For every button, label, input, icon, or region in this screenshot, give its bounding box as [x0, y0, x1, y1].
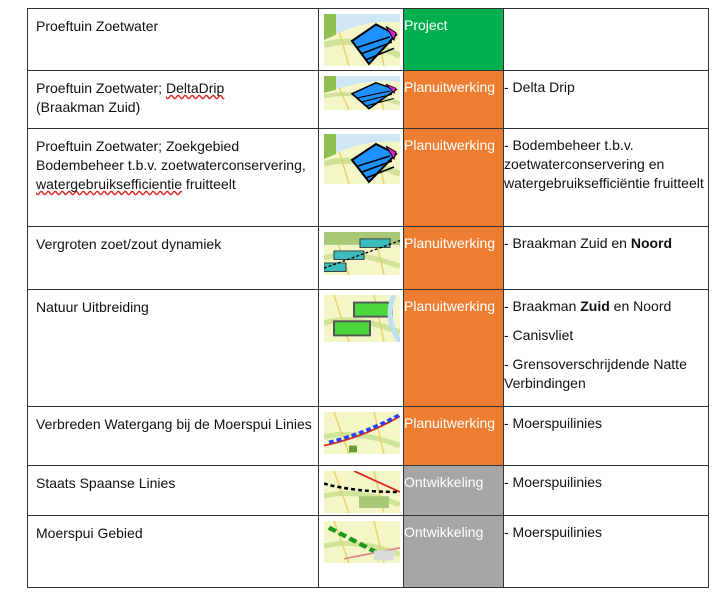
- map-thumbnail: [319, 516, 404, 588]
- note-text: - Braakman: [504, 298, 581, 314]
- project-name-cell: [28, 466, 319, 516]
- note-line: [504, 414, 708, 433]
- project-name-part: Proeftuin Zoetwater; Zoekgebied Bodembeheer t.b.v. zoetwaterconservering,: [36, 138, 306, 173]
- note-text: - Bodembeheer t.b.v. zoetwaterconservering en watergebruiksefficiëntie fruitteelt: [504, 137, 704, 191]
- note-line: [504, 78, 708, 97]
- status-cell: [404, 407, 504, 466]
- notes-cell: [504, 407, 709, 466]
- status-cell: [404, 9, 504, 71]
- note-text: - Moerspuilinies: [504, 474, 603, 490]
- project-name-part: DeltaDrip: [165, 80, 225, 96]
- project-name-cell: [28, 290, 319, 407]
- map-thumbnail: [319, 9, 404, 71]
- project-name: Proeftuin Zoetwater: [36, 18, 159, 34]
- table-row: [28, 466, 709, 516]
- note-line: [504, 473, 708, 492]
- polder-map-blue-plots-icon: [319, 134, 403, 184]
- map-black-dashed-line-icon: [319, 471, 403, 513]
- map-thumbnail: [319, 407, 404, 466]
- notes-cell: [504, 466, 709, 516]
- status-cell: [404, 466, 504, 516]
- note-text: - Moerspuilinies: [504, 415, 603, 431]
- map-thumbnail: [319, 129, 404, 227]
- status-cell: [404, 227, 504, 290]
- status-label: Ontwikkeling: [404, 524, 484, 540]
- map-teal-areas-icon: [319, 232, 403, 275]
- project-name: Vergroten zoet/zout dynamiek: [36, 236, 222, 252]
- notes-cell: [504, 227, 709, 290]
- note-text: Zuid: [580, 298, 610, 314]
- note-line: [504, 326, 708, 345]
- status-label: Project: [404, 17, 448, 33]
- project-name-cell: [28, 407, 319, 466]
- map-thumbnail: [319, 290, 404, 407]
- project-name-part: Proeftuin Zoetwater;: [36, 80, 166, 96]
- note-line: [504, 523, 708, 542]
- status-label: Ontwikkeling: [404, 474, 484, 490]
- map-green-areas-icon: [319, 295, 403, 342]
- status-cell: [404, 290, 504, 407]
- status-label: Planuitwerking: [404, 298, 496, 314]
- project-name-cell: [28, 227, 319, 290]
- note-line: [504, 136, 708, 193]
- table-row: [28, 516, 709, 588]
- notes-cell: [504, 129, 709, 227]
- project-name-cell: [28, 129, 319, 227]
- table-row: [28, 407, 709, 466]
- project-name-part: fruitteelt: [182, 176, 236, 192]
- status-cell: [404, 71, 504, 129]
- note-text: - Grensoverschrijdende Natte Verbindingen: [504, 356, 687, 391]
- status-label: Planuitwerking: [404, 415, 496, 431]
- status-label: Planuitwerking: [404, 137, 496, 153]
- map-thumbnail: [319, 71, 404, 129]
- table-row: [28, 227, 709, 290]
- polder-map-blue-plots-icon: [319, 76, 403, 110]
- note-line: [504, 234, 708, 253]
- polder-map-blue-plots-icon: [319, 14, 403, 66]
- note-text: - Braakman Zuid en: [504, 235, 631, 251]
- table-row: [28, 9, 709, 71]
- notes-cell: [504, 71, 709, 129]
- project-name: Natuur Uitbreiding: [36, 299, 149, 315]
- note-text: - Delta Drip: [504, 79, 575, 95]
- status-label: Planuitwerking: [404, 235, 496, 251]
- map-thumbnail: [319, 227, 404, 290]
- notes-cell: [504, 516, 709, 588]
- status-label: Planuitwerking: [404, 79, 496, 95]
- project-name-cell: [28, 71, 319, 129]
- status-cell: [404, 129, 504, 227]
- project-name-part: watergebruiksefficientie: [36, 176, 183, 192]
- table-row: [28, 290, 709, 407]
- note-line: [504, 297, 708, 316]
- note-text: Noord: [630, 235, 673, 251]
- projects-table: [27, 8, 709, 588]
- map-blue-dashed-line-icon: [319, 412, 403, 454]
- note-text: - Moerspuilinies: [504, 524, 603, 540]
- project-name: Staats Spaanse Linies: [36, 475, 176, 491]
- project-name-cell: [28, 9, 319, 71]
- project-name-cell: [28, 516, 319, 588]
- notes-cell: [504, 290, 709, 407]
- note-text: en Noord: [609, 298, 672, 314]
- note-line: [504, 355, 708, 393]
- map-thumbnail: [319, 466, 404, 516]
- notes-cell: [504, 9, 709, 71]
- table-row: [28, 129, 709, 227]
- project-name-part: (Braakman Zuid): [36, 99, 141, 115]
- note-text: - Canisvliet: [504, 327, 574, 343]
- project-name: Moerspui Gebied: [36, 525, 143, 541]
- map-green-dashed-line-icon: [319, 521, 403, 563]
- status-cell: [404, 516, 504, 588]
- project-name: Verbreden Watergang bij de Moerspui Linies: [36, 416, 312, 432]
- table-row: [28, 71, 709, 129]
